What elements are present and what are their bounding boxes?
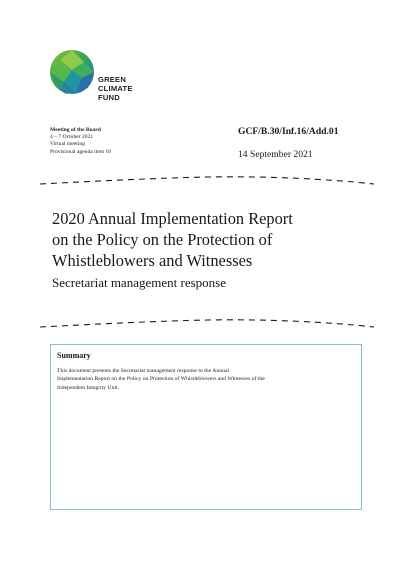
logo-line-climate: CLIMATE [98,84,133,93]
report-title [52,208,382,271]
summary-line-1: This document presents the Secretariat management response to the Annual [57,368,229,374]
meeting-dates: 4 – 7 October 2021 [50,134,94,141]
bottom-dashed-divider [38,318,376,330]
summary-line-3: Independent Integrity Unit. [57,384,120,391]
summary-box [50,344,362,510]
summary-text [57,367,353,392]
document-date: 14 September 2021 [238,149,313,160]
report-subtitle: Secretariat management response [52,275,226,290]
logo-line-green: GREEN [98,75,127,84]
summary-line-2: Implementation Report on the Policy on Protection of Whistleblowers and Witnesses of the [57,376,265,383]
logo-line-fund: FUND [98,93,120,102]
meeting-mode: Virtual meeting [50,141,85,148]
document-code: GCF/B.30/Inf.16/Add.01 [238,126,339,137]
meeting-heading: Meeting of the Board [50,127,101,133]
meeting-agenda: Provisional agenda item 10 [50,148,112,155]
title-line-3: Whistleblowers and Witnesses [52,251,253,270]
summary-heading: Summary [57,351,91,360]
title-line-2: on the Policy on the Protection of [52,230,273,249]
title-line-1: 2020 Annual Implementation Report [52,209,293,228]
top-dashed-divider [38,175,376,187]
green-climate-fund-globe-icon [48,48,96,96]
meeting-info [50,127,111,156]
